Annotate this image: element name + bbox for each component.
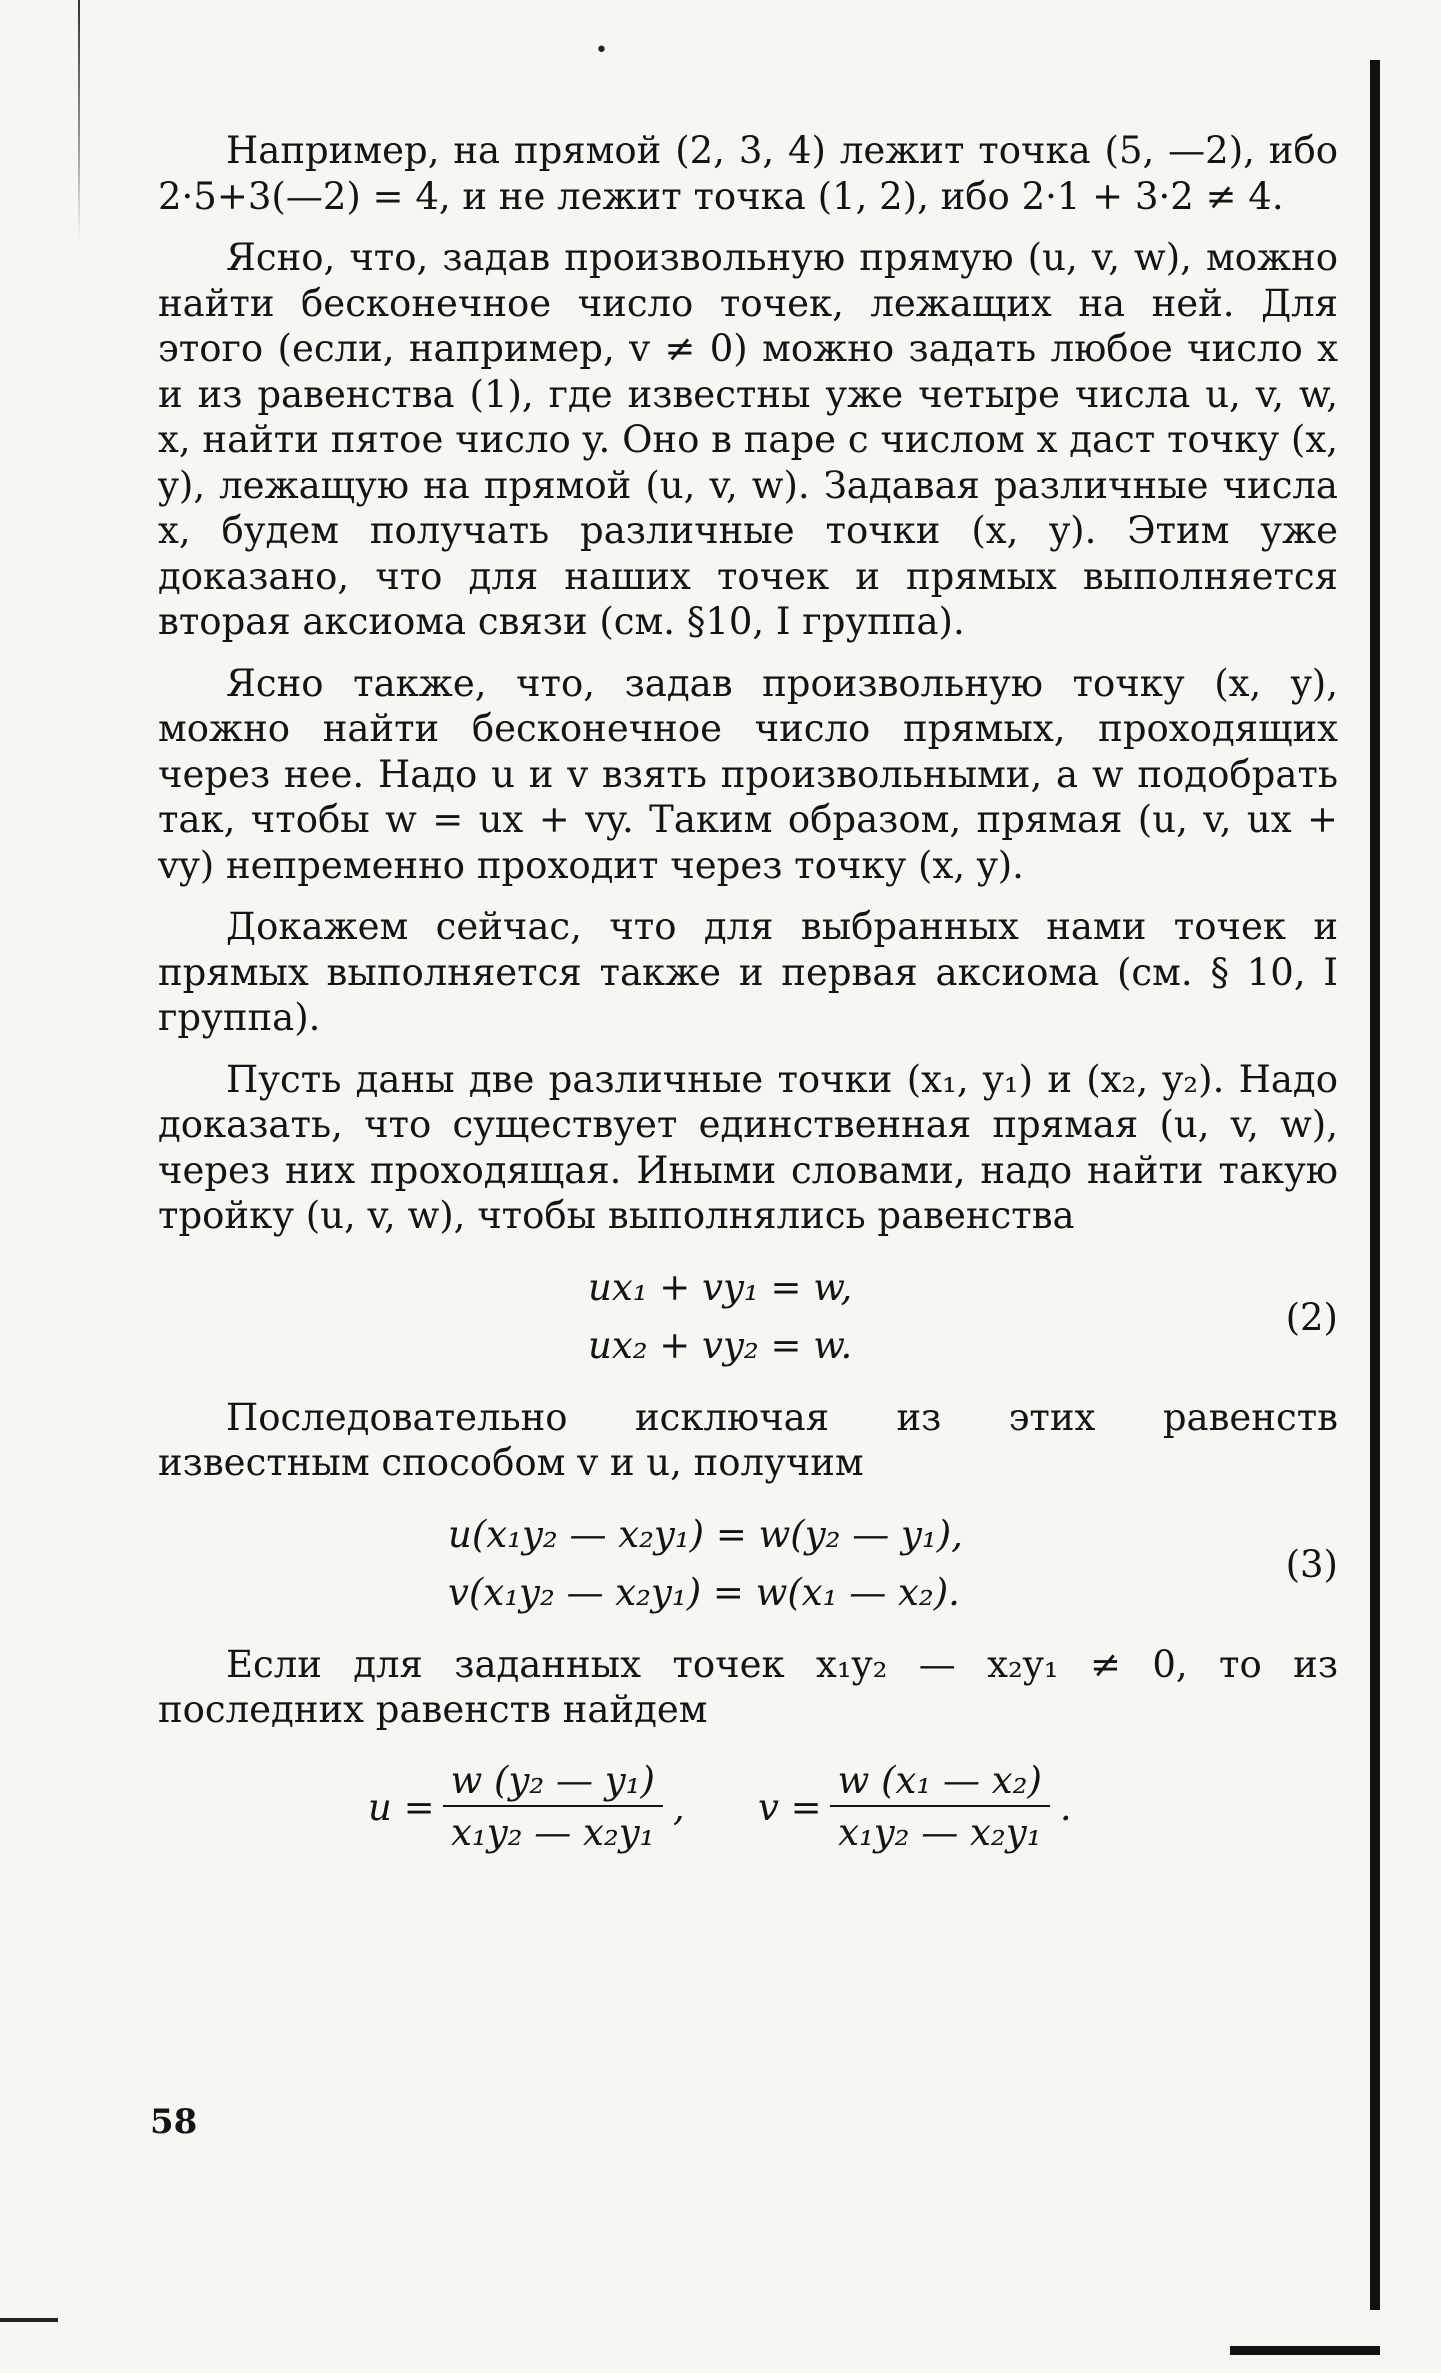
paragraph-1: Например, на прямой (2, 3, 4) лежит точка (5, —2), ибо 2·5+3(—2) = 4, и не лежит точка (1, 2), ибо 2·1 + 3·2 ≠ 4.	[158, 129, 1338, 218]
equation-system-2	[158, 1265, 1338, 1375]
fraction-v	[830, 1757, 1050, 1859]
page-content	[158, 128, 1338, 1877]
paragraph-5: Пусть даны две различные точки (x₁, y₁) и (x₂, y₂). Надо доказать, что существует единственная прямая (u, v, w), через них проходящая. Иными словами, надо найти такую тройку (u, v, w), чтобы выполнялись равенства	[158, 1057, 1338, 1237]
solution-formulas	[158, 1757, 1338, 1877]
formula-v-lhs: v =	[758, 1785, 822, 1829]
fraction-v-numerator: w (x₁ — x₂)	[830, 1757, 1050, 1807]
fraction-u-numerator: w (y₂ — y₁)	[443, 1757, 663, 1807]
fraction-u-denominator: x₁y₂ — x₂y₁	[451, 1810, 655, 1854]
equation-3-number: (3)	[1285, 1542, 1338, 1586]
paragraph-3: Ясно также, что, задав произвольную точку (x, y), можно найти бесконечное число прямых, проходящих через нее. Надо u и v взять произвольными, а w подобрать так, чтобы w = ux + vy. Таким образом, прямая (u, v, ux + vy) непременно проходит через точку (x, y).	[158, 661, 1338, 887]
fraction-u	[443, 1757, 663, 1859]
equation-3-line-1: u(x₁y₂ — x₂y₁) = w(y₂ — y₁),	[448, 1512, 963, 1556]
paragraph-2: Ясно, что, задав произвольную прямую (u, v, w), можно найти бесконечное число точек, лежащих на ней. Для этого (если, например, v ≠ 0) можно задать любое число x и из равенства (1), где известны уже четыре числа u, v, w, x, найти пятое число y. Оно в паре с числом x даст точку (x, y), лежащую на прямой (u, v, w). Задавая различные числа x, будем получать различные точки (x, y). Этим уже доказано, что для наших точек и прямых выполняется вторая аксиома связи (см. §10, I группа).	[158, 236, 1338, 643]
equation-2-line-1: ux₁ + vy₁ = w,	[588, 1265, 853, 1309]
equation-3-line-2: v(x₁y₂ — x₂y₁) = w(x₁ — x₂).	[448, 1570, 960, 1614]
scan-edge-left	[78, 0, 80, 240]
equation-system-3	[158, 1512, 1338, 1622]
scan-mark-left	[0, 2318, 58, 2322]
formula-v	[758, 1757, 1072, 1859]
scan-bottom-bar	[1230, 2346, 1380, 2355]
ornament-dot: •	[595, 38, 608, 63]
paragraph-6: Последовательно исключая из этих равенств известным способом v и u, получим	[158, 1395, 1338, 1484]
formula-v-separator: .	[1059, 1785, 1072, 1829]
paragraph-4: Докажем сейчас, что для выбранных нами точек и прямых выполняется также и первая аксиома (см. § 10, I группа).	[158, 905, 1338, 1039]
formula-u	[368, 1757, 685, 1859]
scan-edge-right	[1370, 60, 1380, 2310]
formula-u-separator: ,	[672, 1785, 685, 1829]
page-number: 58	[150, 2102, 198, 2142]
fraction-v-denominator: x₁y₂ — x₂y₁	[838, 1810, 1042, 1854]
equation-2-number: (2)	[1285, 1295, 1338, 1339]
equation-2-line-2: ux₂ + vy₂ = w.	[588, 1323, 853, 1367]
formula-u-lhs: u =	[368, 1785, 435, 1829]
paragraph-7: Если для заданных точек x₁y₂ — x₂y₁ ≠ 0, то из последних равенств найдем	[158, 1642, 1338, 1731]
